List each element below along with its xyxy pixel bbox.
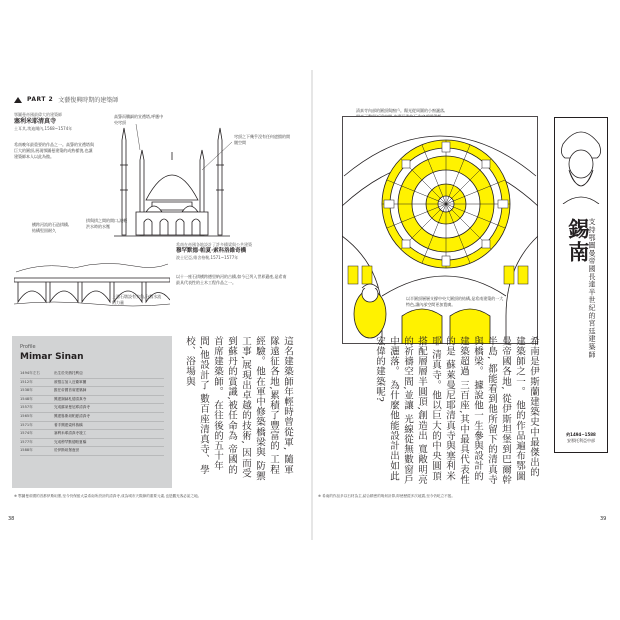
timeline-year: 1548年: [20, 396, 33, 401]
body-line: 帝國的首席建築師。: [212, 336, 237, 475]
left-page: [6, 70, 302, 540]
body-line: 蘇萊曼尼耶清真寺與塞利米耶: [430, 336, 455, 482]
illustration-caption-bottom: 以半圓頂層層支撐中央大圓頂的結構,是希南建築的一大特色,讓內部空間更加寬廣。: [406, 296, 504, 307]
timeline-row: [20, 404, 164, 413]
body-line: 為什麼他能設計出如此宏偉的建築呢?: [374, 336, 399, 482]
bridge-sub: 波士尼亞,維舍格勒,1571~1577年: [176, 255, 239, 260]
mosque-label: [14, 112, 94, 132]
timeline-year: 1512年: [20, 379, 33, 384]
bridge-label: [176, 242, 286, 261]
left-footnote: ※ 鄂圖曼帝國的首都伊斯坦堡,至今仍保留大量希南所設計的清真寺,成為城市天際線的重要元素,也是觀光客必訪之地。: [14, 494, 202, 498]
right-body-text: [334, 336, 540, 486]
timeline-event: 興建魯斯坦帕夏清真寺: [54, 413, 90, 418]
timeline-row: [20, 430, 164, 439]
body-line: 隨軍隊遠征各地,累積了豐富的: [268, 336, 293, 475]
bridge-illustration: [14, 250, 170, 310]
timeline-row: [20, 422, 164, 431]
timeline-row: [20, 370, 164, 379]
bridge-note-left: 橫跨河流的石造拱橋,結構堅固耐久: [32, 222, 70, 233]
part-triangle-icon: [14, 97, 22, 103]
timeline-year: 1538年: [20, 388, 33, 393]
profile-name: Mimar Sinan: [20, 352, 84, 362]
mosque-name: 塞利米耶清真寺: [14, 118, 57, 125]
architect-portrait: [559, 124, 603, 204]
bridge-description: 以十一座石拱橫跨德里納河的古橋,如今已列入世界遺產,是希南最具代表性的土木工程作品之一。: [176, 274, 287, 285]
timeline-event: 著手興建索科魯橋: [54, 422, 83, 427]
architect-origin: 安那托利亞中部: [567, 438, 595, 443]
body-line: 據說他一生參與設計的建築超過: [458, 336, 483, 482]
timeline-event: 興建謝赫札德清真寺: [54, 396, 87, 401]
architect-name-panel: [554, 117, 608, 453]
timeline-event: 出生於安納托利亞: [54, 371, 83, 375]
body-line: 數百座清真寺、學校、浴場與: [184, 336, 209, 475]
timeline-year: 1494年左右: [20, 371, 40, 375]
timeline-row: [20, 413, 164, 422]
architect-name: 錫南: [566, 218, 590, 264]
body-line: 都能看到他所留下的清真寺與橋梁。: [472, 336, 497, 485]
architect-role: 支持鄂圖曼帝國長達半世紀的宮廷建築師: [588, 218, 596, 359]
mosque-sub: 土耳其,埃迪爾內,1568~1574年: [14, 126, 73, 131]
illustration-caption: 清真寺內部的圓頂與窗戶。陽光從周圍的小窗灑落,: [356, 108, 446, 113]
profile-timeline: [20, 370, 164, 456]
page-number-right: 39: [600, 516, 607, 522]
body-line: 工程經驗。他在軍中修築橋梁與: [254, 336, 279, 475]
mosque-note-dome: 穹頂之下幾乎沒有任何遮擋的開闊空間: [234, 134, 290, 145]
body-line: 因而受到蘇丹的賞識,被任命為: [226, 336, 251, 479]
timeline-year: 1565年: [20, 413, 33, 418]
body-line: 希南是伊斯蘭建築史中最傑出的建築師之一。: [514, 336, 539, 478]
right-footnote: ※ 希南的作品多以石材為主,結合精密的幾何計算,即使歷經多次地震,至今仍屹立不搖。: [318, 494, 455, 498]
timeline-row: [20, 447, 164, 456]
mosque-caption-top: 鄂圖曼帝國最偉大的建築師: [14, 112, 62, 117]
bridge-name: 穆罕默德·帕夏·索科洛維奇橋: [176, 248, 247, 254]
profile-tag: Profile: [20, 344, 36, 350]
timeline-row: [20, 439, 164, 448]
bridge-caption-top: 希南在帝國各地設計了許多橋梁與公共建築: [176, 242, 252, 247]
bridge-note-right: 拱與拱之間的開口,減輕洪水時的水壓: [86, 218, 128, 229]
timeline-event: 擔任帝國首席建築師: [54, 388, 87, 393]
body-line: 這名建築師年輕時曾從軍,: [282, 336, 293, 451]
timeline-row: [20, 387, 164, 396]
part-label: PART 2: [27, 96, 54, 103]
architect-years: 約1494~1588: [566, 432, 596, 437]
timeline-event: 完成蘇萊曼尼耶清真寺: [54, 405, 90, 410]
timeline-row: [20, 396, 164, 405]
body-line: 從伊斯坦堡到巴爾幹半島,: [486, 336, 511, 485]
profile-box: [12, 336, 172, 488]
timeline-row: [20, 379, 164, 388]
body-line: 光線從無數窗戶中灑落。: [388, 336, 413, 485]
body-line: 在往後的五十年間,他設計了: [198, 336, 223, 471]
dome-interior-illustration: [342, 116, 538, 344]
mosque-note-minaret: 高聳而纖細的宣禮塔,呼應中央穹頂: [114, 114, 164, 125]
timeline-year: 1577年: [20, 439, 33, 444]
mosque-description: 希南晚年最重要的作品之一。高聳的宣禮塔與巨大的圓頂,展現鄂圖曼建築的成熟樣貌,也讓建築師本人以此為傲。: [14, 142, 94, 159]
timeline-year: 1574年: [20, 431, 33, 436]
timeline-year: 1557年: [20, 405, 33, 410]
body-line: 清真寺。他以巨大的中央圓頂: [430, 349, 441, 482]
timeline-event: 塞利米耶清真寺竣工: [54, 431, 87, 436]
timeline-year: 1588年: [20, 448, 33, 453]
timeline-event: 於伊斯坦堡逝世: [54, 448, 80, 453]
body-line: 他的作品遍布鄂圖曼帝國各地,: [500, 336, 525, 482]
section-title: 文藝復興時期的建築師: [58, 97, 119, 104]
body-line: 三百座,其中最具代表性的是: [444, 336, 469, 485]
body-line: 寬敞明亮的祈禱空間,並讓: [402, 336, 427, 485]
part-header: [14, 95, 118, 104]
bridge-note-bottom: 上游石墩設有尖角,分散水流的力量: [112, 294, 162, 305]
left-body-text: [182, 336, 294, 484]
timeline-event: 被徵召加入近衛軍團: [54, 379, 87, 384]
book-spine: [311, 70, 313, 540]
timeline-year: 1571年: [20, 422, 33, 427]
body-line: 防禦工事,展現出卓越的技術,: [240, 336, 265, 482]
body-line: 搭配層層半圓頂,創造出: [416, 336, 427, 441]
timeline-event: 完成穆罕默德帕夏橋: [54, 439, 87, 444]
page-number-left: 38: [8, 516, 15, 522]
architect-dates: [558, 432, 604, 444]
right-page: [318, 70, 614, 540]
